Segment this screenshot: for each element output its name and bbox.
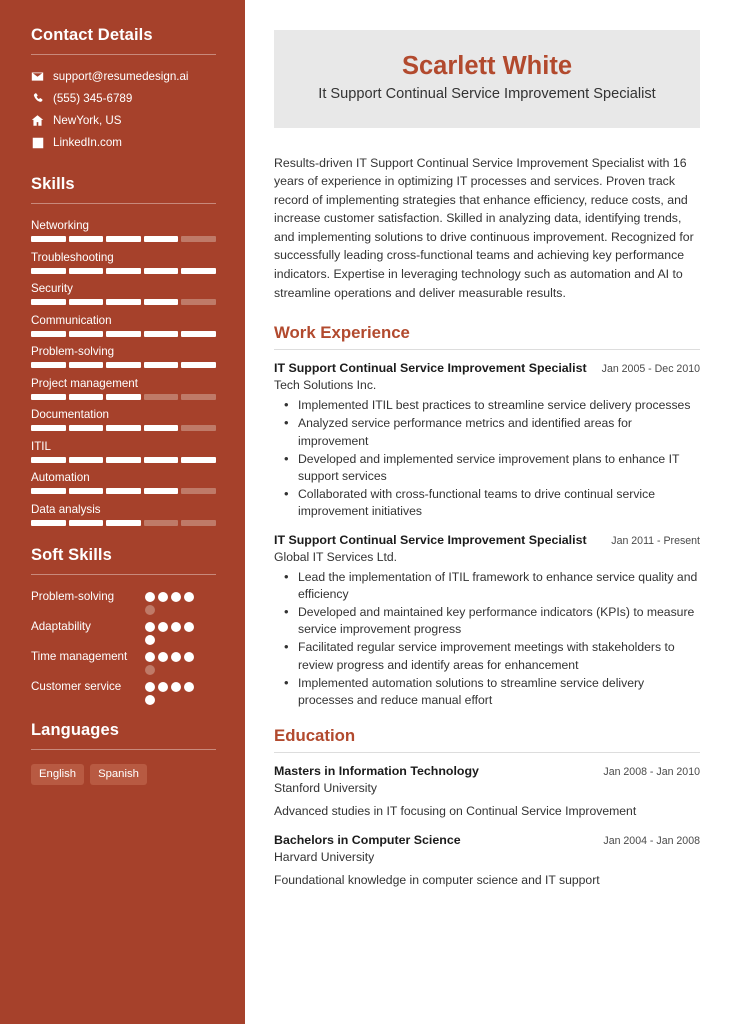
skill-bar-segment (31, 520, 66, 526)
skill-bar-segment (181, 457, 216, 463)
skill-bar-segment (181, 299, 216, 305)
rating-dot (158, 592, 168, 602)
skill-bar-segment (106, 236, 141, 242)
skill-bar-segment (106, 394, 141, 400)
contact-details-heading: Contact Details (31, 26, 153, 44)
skill-label: Networking (31, 219, 89, 232)
education-description: Foundational knowledge in computer science and IT support (274, 872, 600, 887)
skill-bar-segment (144, 457, 179, 463)
rating-dot (145, 605, 155, 615)
entry-header (274, 532, 700, 549)
company-name: Tech Solutions Inc. (274, 378, 377, 393)
skill-bar-segment (106, 457, 141, 463)
work-experience-divider (274, 349, 700, 350)
language-pill: Spanish (90, 764, 147, 785)
education-list (274, 763, 700, 889)
skill-bar-segment (31, 299, 66, 305)
degree-title: Masters in Information Technology (274, 764, 479, 779)
soft-skill-item (31, 679, 216, 705)
rating-dot (158, 652, 168, 662)
skill-level-bar (31, 520, 216, 526)
rating-dot (145, 622, 155, 632)
skill-bar-segment (69, 520, 104, 526)
skill-level-bar (31, 394, 216, 400)
candidate-job-title: It Support Continual Service Improvement Specialist (318, 86, 656, 102)
skill-item (31, 439, 216, 463)
skill-bar-segment (31, 331, 66, 337)
skill-bar-segment (181, 236, 216, 242)
job-bullet-list (274, 569, 700, 710)
job-bullet: • Implemented ITIL best practices to streamline service delivery processes (274, 397, 700, 414)
rating-dot (184, 592, 194, 602)
rating-dot (184, 652, 194, 662)
rating-dot (171, 622, 181, 632)
work-experience-heading: Work Experience (274, 323, 410, 343)
job-role: IT Support Continual Service Improvement Specialist (274, 361, 587, 376)
job-bullet: • Implemented automation solutions to streamline service delivery processes and reduce manual effort (274, 675, 700, 709)
skill-bar-segment (31, 268, 66, 274)
job-bullet: • Lead the implementation of ITIL framework to enhance service quality and efficiency (274, 569, 700, 603)
skill-label: Troubleshooting (31, 250, 114, 264)
contact-location-text: NewYork, US (53, 114, 122, 127)
soft-skill-item (31, 619, 216, 645)
skill-bar-segment (31, 488, 66, 494)
job-bullet: • Developed and implemented service improvement plans to enhance IT support services (274, 451, 700, 485)
job-bullet: • Facilitated regular service improvement meetings with stakeholders to review progress and identify areas for enhancement (274, 639, 700, 673)
skill-bar-segment (181, 362, 216, 368)
soft-skill-rating (145, 679, 200, 705)
contact-phone-text: (555) 345-6789 (53, 92, 133, 105)
rating-dot (184, 622, 194, 632)
soft-skill-rating (145, 589, 200, 615)
skill-bar-segment (106, 425, 141, 431)
skill-bar-segment (181, 394, 216, 400)
rating-dot (145, 635, 155, 645)
soft-skill-label: Problem-solving (31, 589, 115, 603)
soft-skill-label: Time management (31, 649, 128, 663)
languages-section (31, 721, 216, 785)
education-entry (274, 763, 700, 821)
skill-label: Automation (31, 471, 90, 484)
linkedin-icon (31, 137, 44, 149)
skill-bar-segment (106, 488, 141, 494)
skill-bar-segment (106, 299, 141, 305)
job-date-range: Jan 2011 - Present (611, 534, 700, 547)
job-bullet: • Analyzed service performance metrics and identified areas for improvement (274, 415, 700, 449)
skill-bar-segment (181, 488, 216, 494)
skill-level-bar (31, 299, 216, 305)
skill-level-bar (31, 488, 216, 494)
rating-dot (145, 665, 155, 675)
soft-skills-heading: Soft Skills (31, 545, 112, 564)
skill-bar-segment (69, 236, 104, 242)
skill-bar-segment (69, 331, 104, 337)
phone-icon (31, 92, 44, 105)
job-bullet: • Collaborated with cross-functional teams to drive continual service improvement initiatives (274, 486, 700, 520)
skill-bar-segment (69, 425, 104, 431)
rating-dot (158, 682, 168, 692)
entry-header (274, 763, 700, 780)
skill-bar-segment (31, 425, 66, 431)
rating-dot (171, 682, 181, 692)
professional-summary: Results-driven IT Support Continual Service Improvement Specialist with 16 years of experience in optimizing IT processes and services. Proven track record of implementing strategies that enhance efficiency, reduce costs, and increase customer satisfaction. Skilled in analyzing data, identifying trends, and implementing solutions to drive continuous improvement. Recognized for successfully leading cross-functional teams and achieving key performance indicators. Expertise in leveraging technology such as automation and AI to streamline operations and deliver measurable results. (274, 155, 694, 300)
school-name: Stanford University (274, 781, 377, 796)
job-bullet: • Developed and maintained key performance indicators (KPIs) to measure service improvement progress (274, 604, 700, 638)
skill-bar-segment (106, 331, 141, 337)
rating-dot (145, 652, 155, 662)
job-bullet-list (274, 397, 700, 520)
skill-level-bar (31, 268, 216, 274)
skill-level-bar (31, 362, 216, 368)
skill-bar-segment (106, 520, 141, 526)
rating-dot (171, 652, 181, 662)
name-header-card (274, 30, 700, 128)
skill-item (31, 250, 216, 274)
education-date-range: Jan 2008 - Jan 2010 (603, 766, 700, 779)
skill-bar-segment (144, 299, 179, 305)
contact-details-section (31, 26, 216, 150)
contact-item-location[interactable] (31, 113, 216, 128)
skill-bar-segment (144, 362, 179, 368)
contact-details-divider (31, 54, 216, 55)
candidate-name: Scarlett White (401, 52, 573, 80)
contact-linkedin-text: LinkedIn.com (53, 136, 122, 149)
languages-heading: Languages (31, 720, 120, 739)
skill-level-bar (31, 236, 216, 242)
entry-header (274, 360, 700, 377)
skill-bar-segment (144, 268, 179, 274)
skill-item (31, 502, 216, 526)
work-experience-entry (274, 532, 700, 710)
skill-item (31, 218, 216, 242)
job-date-range: Jan 2005 - Dec 2010 (601, 363, 700, 376)
education-date-range: Jan 2004 - Jan 2008 (603, 834, 700, 847)
skill-bar-segment (144, 236, 179, 242)
soft-skill-rating (145, 649, 200, 675)
rating-dot (184, 682, 194, 692)
company-name: Global IT Services Ltd. (274, 549, 398, 564)
skill-bar-segment (31, 394, 66, 400)
education-entry (274, 832, 700, 890)
skill-item (31, 344, 216, 368)
soft-skills-section (31, 546, 216, 705)
skill-label: Communication (31, 313, 112, 327)
skill-bar-segment (31, 362, 66, 368)
skills-divider (31, 203, 216, 204)
entry-header (274, 832, 700, 849)
skill-bar-segment (144, 488, 179, 494)
skill-bar-segment (106, 362, 141, 368)
skill-item (31, 407, 216, 431)
soft-skill-label: Adaptability (31, 619, 91, 633)
work-experience-section (274, 322, 700, 709)
rating-dot (145, 592, 155, 602)
education-section (274, 725, 700, 889)
skill-bar-segment (144, 520, 179, 526)
home-icon (31, 114, 44, 127)
envelope-icon (31, 70, 44, 83)
soft-skill-label: Customer service (31, 679, 122, 693)
skill-bar-segment (181, 268, 216, 274)
skill-label: ITIL (31, 439, 51, 453)
skill-label: Security (31, 282, 73, 295)
skill-label: Problem-solving (31, 345, 115, 358)
contact-item-linkedin[interactable] (31, 135, 216, 150)
soft-skill-rating (145, 619, 200, 645)
rating-dot (158, 622, 168, 632)
school-name: Harvard University (274, 849, 375, 864)
skill-bar-segment (69, 362, 104, 368)
education-heading: Education (274, 726, 356, 746)
skill-item (31, 376, 216, 400)
skill-bar-segment (31, 236, 66, 242)
skill-label: Documentation (31, 408, 109, 421)
skill-level-bar (31, 331, 216, 337)
skill-bar-segment (69, 394, 104, 400)
skill-item (31, 470, 216, 494)
language-pill: English (31, 764, 84, 785)
skill-level-bar (31, 425, 216, 431)
skill-level-bar (31, 457, 216, 463)
skill-bar-segment (69, 488, 104, 494)
soft-skills-divider (31, 574, 216, 575)
skill-label: Project management (31, 376, 138, 390)
skill-bar-segment (31, 457, 66, 463)
skill-bar-segment (144, 425, 179, 431)
soft-skill-item (31, 589, 216, 615)
rating-dot (171, 592, 181, 602)
sidebar (0, 0, 245, 1024)
skill-bar-segment (181, 425, 216, 431)
languages-list (31, 764, 216, 785)
degree-title: Bachelors in Computer Science (274, 832, 461, 847)
skills-section (31, 175, 216, 526)
contact-email-text: support@resumedesign.ai (53, 70, 189, 83)
skills-heading: Skills (31, 175, 75, 193)
skill-bar-segment (69, 268, 104, 274)
education-divider (274, 752, 700, 753)
education-description: Advanced studies in IT focusing on Continual Service Improvement (274, 804, 637, 819)
skills-list (31, 218, 216, 526)
skill-bar-segment (106, 268, 141, 274)
contact-item-email[interactable] (31, 69, 216, 84)
soft-skill-item (31, 649, 216, 675)
skill-item (31, 313, 216, 337)
contact-item-phone[interactable] (31, 91, 216, 106)
resume-main (245, 0, 730, 1024)
skill-bar-segment (144, 394, 179, 400)
job-role: IT Support Continual Service Improvement Specialist (274, 532, 587, 547)
rating-dot (145, 695, 155, 705)
skill-bar-segment (69, 457, 104, 463)
contact-list (31, 69, 216, 150)
work-experience-list (274, 360, 700, 709)
skill-bar-segment (181, 331, 216, 337)
skill-label: Data analysis (31, 502, 101, 516)
skill-bar-segment (181, 520, 216, 526)
languages-divider (31, 749, 216, 750)
rating-dot (145, 682, 155, 692)
skill-bar-segment (144, 331, 179, 337)
work-experience-entry (274, 360, 700, 520)
skill-item (31, 281, 216, 305)
soft-skills-list (31, 589, 216, 705)
skill-bar-segment (69, 299, 104, 305)
